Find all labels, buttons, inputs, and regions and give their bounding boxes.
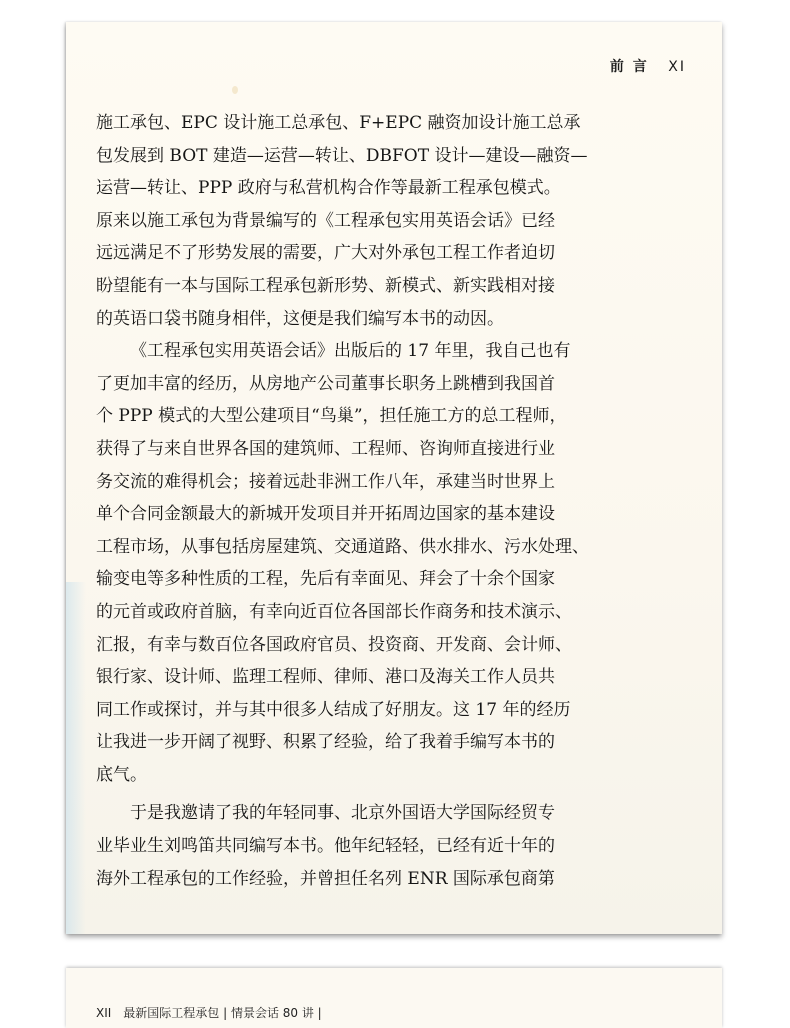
text-line: 盼望能有一本与国际工程承包新形势、新模式、新实践相对接 <box>96 275 555 296</box>
text-line: 汇报，有幸与数百位各国政府官员、投资商、开发商、会计师、 <box>96 634 572 655</box>
text-line: 的元首或政府首脑，有幸向近百位各国部长作商务和技术演示、 <box>96 601 572 622</box>
text-line: 获得了与来自世界各国的建筑师、工程师、咨询师直接进行业 <box>96 438 555 459</box>
text-line: 施工承包、EPC 设计施工总承包、F+EPC 融资加设计施工总承 <box>96 113 581 133</box>
body-text <box>96 107 656 895</box>
book-page <box>66 22 722 934</box>
text-line: 工程市场，从事包括房屋建筑、交通道路、供水排水、污水处理、 <box>96 536 589 557</box>
text-line: 银行家、设计师、监理工程师、律师、港口及海关工作人员共 <box>96 667 555 688</box>
text-line: 包发展到 BOT 建造—运营—转让、DBFOT 设计—建设—融资— <box>96 145 588 166</box>
text-line: 同工作或探讨，并与其中很多人结成了好朋友。这 17 年的经历 <box>96 699 571 720</box>
page-number: XI <box>668 59 686 75</box>
paper-stain <box>232 86 238 94</box>
running-header <box>610 56 686 76</box>
text-line: 务交流的难得机会；接着远赴非洲工作八年，承建当时世界上 <box>96 471 555 492</box>
text-line: 远远满足不了形势发展的需要，广大对外承包工程工作者迫切 <box>96 243 555 264</box>
text-line: 运营—转让、PPP 政府与私营机构合作等最新工程承包模式。 <box>96 178 561 199</box>
text-line: 业毕业生刘鸣笛共同编写本书。他年纪轻轻，已经有近十年的 <box>96 836 555 857</box>
text-line: 让我进一步开阔了视野、积累了经验，给了我着手编写本书的 <box>96 732 555 753</box>
paragraph-start-line: 于是我邀请了我的年轻同事、北京外国语大学国际经贸专 <box>130 803 555 824</box>
header-title: 前言 <box>609 59 656 75</box>
text-line: 底气。 <box>96 764 147 785</box>
text-line: 了更加丰富的经历，从房地产公司董事长职务上跳槽到我国首 <box>96 373 555 394</box>
text-line: 的英语口袋书随身相伴，这便是我们编写本书的动因。 <box>96 308 504 329</box>
next-page-edge <box>66 968 722 1028</box>
text-line: 单个合同金额最大的新城开发项目并开拓周边国家的基本建设 <box>96 504 555 525</box>
text-line: 原来以施工承包为背景编写的《工程承包实用英语会话》已经 <box>96 210 555 231</box>
paragraph-start-line: 《工程承包实用英语会话》出版后的 17 年里，我自己也有 <box>130 341 571 362</box>
text-line: 海外工程承包的工作经验，并曾担任名列 ENR 国际承包商第 <box>96 868 555 889</box>
text-line: 个 PPP 模式的大型公建项目“鸟巢”，担任施工方的总工程师， <box>96 406 567 427</box>
next-page-header: XII 最新国际工程承包 | 情景会话 80 讲 | <box>96 1006 322 1020</box>
text-line: 输变电等多种性质的工程，先后有幸面见、拜会了十余个国家 <box>96 569 555 590</box>
